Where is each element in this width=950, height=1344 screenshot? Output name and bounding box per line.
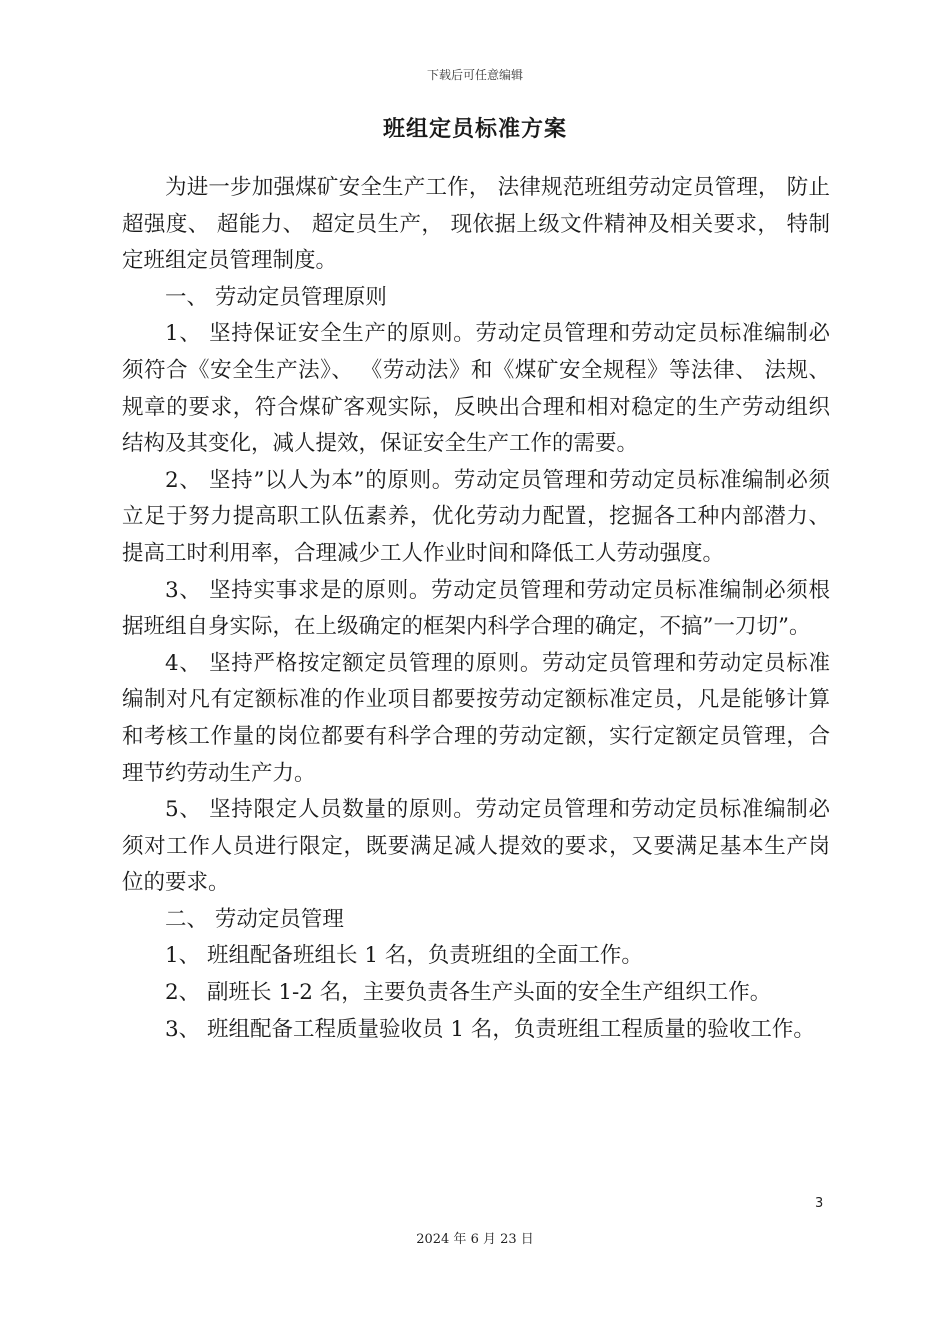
header-note: 下载后可任意编辑 — [426, 68, 523, 82]
document-title: 班组定员标准方案 — [382, 117, 567, 142]
paragraph-principle-4: 4、 坚持严格按定额定员管理的原则。劳动定员管理和劳动定员标准编制对凡有定额标准的作业项目都要按劳动定额标准定员，凡是能够计算和考核工作量的岗位都要有科学合理的劳动定额，实行定额定员管理，合理节约劳动生产力。 — [122, 650, 830, 786]
paragraph-management-2: 2、 副班长 1-2 名，主要负责各生产头面的安全生产组织工作。 — [165, 980, 772, 1006]
section-heading-management: 二、 劳动定员管理 — [165, 906, 344, 932]
paragraph-principle-5: 5、 坚持限定人员数量的原则。劳动定员管理和劳动定员标准编制必须对工作人员进行限定，既要满足减人提效的要求，又要满足基本生产岗位的要求。 — [122, 797, 830, 896]
paragraph-management-3: 3、 班组配备工程质量验收员 1 名，负责班组工程质量的验收工作。 — [165, 1016, 815, 1042]
document-body — [122, 170, 830, 1048]
paragraph-intro: 为进一步加强煤矿安全生产工作， 法律规范班组劳动定员管理， 防止超强度、 超能力、 超定员生产， 现依据上级文件精神及相关要求， 特制定班组定员管理制度。 — [122, 175, 830, 274]
paragraph-principle-1: 1、 坚持保证安全生产的原则。劳动定员管理和劳动定员标准编制必须符合《安全生产法》、 《劳动法》和《煤矿安全规程》等法律、 法规、 规章的要求，符合煤矿客观实际，反映出合理和相对稳定的生产劳动组织结构及其变化，减人提效，保证安全生产工作的需要。 — [122, 321, 830, 457]
paragraph-principle-3: 3、 坚持实事求是的原则。劳动定员管理和劳动定员标准编制必须根据班组自身实际，在上级确定的框架内科学合理的确定，不搞”一刀切”。 — [122, 577, 830, 640]
page-number: 3 — [815, 1196, 824, 1211]
section-heading-principles: 一、 劳动定员管理原则 — [165, 284, 387, 310]
paragraph-management-1: 1、 班组配备班组长 1 名，负责班组的全面工作。 — [165, 943, 643, 969]
footer-date: 2024 年 6 月 23 日 — [416, 1232, 534, 1247]
paragraph-principle-2: 2、 坚持”以人为本”的原则。劳动定员管理和劳动定员标准编制必须立足于努力提高职工队伍素养，优化劳动力配置，挖掘各工种内部潜力、 提高工时利用率，合理减少工人作业时间和降低工人劳动强度。 — [122, 467, 830, 566]
